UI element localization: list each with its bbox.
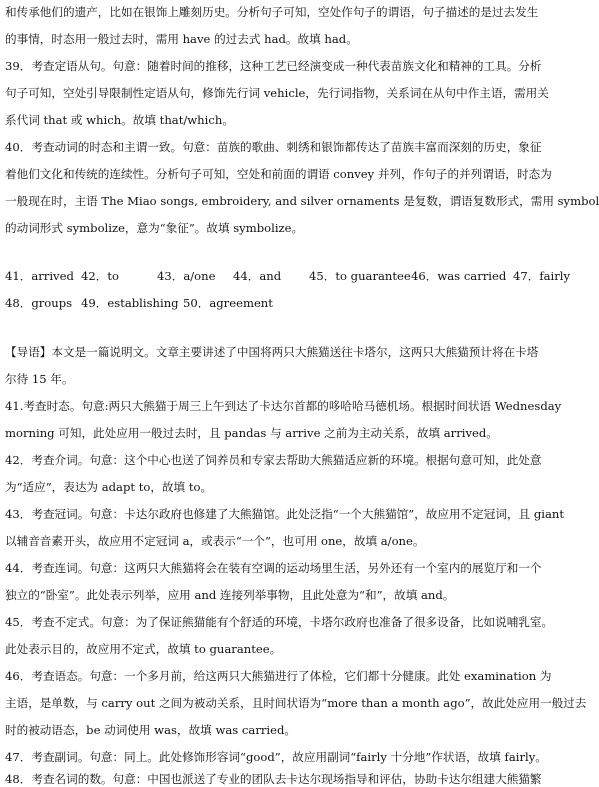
text-line: 一般现在时，主语 The Miao songs, embroidery, and silver ornaments 是复数，谓语复数形式，需用 symbol [5, 194, 599, 208]
text-line: 41.考查时态。句意:两只大熊猫于周三上午到达了卡达尔首都的哆哈哈马德机场。根据时间状语 Wednesday [5, 399, 562, 413]
text-line: 主语，是单数，与 carry out 之间为被动关系，且时间状语为“more than a month ago”，故此处应用一般过去 [5, 696, 587, 710]
text-line: 39．考查定语从句。句意：随着时间的推移，这种工艺已经演变成一种代表苗族文化和精神的工具。分析 [5, 59, 542, 73]
text-line: 的动词形式 symbolize，意为“象征”。故填 symbolize。 [5, 221, 304, 235]
answer-item: 48．groups [5, 296, 73, 310]
answer-item: 45．to guarantee [309, 269, 411, 283]
text-line: 时的被动语态，be 动词使用 was，故填 was carried。 [5, 723, 296, 737]
answer-item: 43．a/one [157, 269, 216, 283]
text-line: 尔待 15 年。 [5, 372, 74, 386]
answer-item: 41．arrived [5, 269, 74, 283]
answer-row [5, 295, 285, 311]
text-line: 48．考查名词的数。句意：中国也派送了专业的团队去卡达尔现场指导和评估，协助卡达尔组建大熊猫繁 [5, 772, 542, 786]
answer-item: 44．and [233, 269, 282, 283]
answer-item: 47．fairly [513, 269, 571, 283]
text-line: 45．考查不定式。句意：为了保证熊猫能有个舒适的环境，卡塔尔政府也准备了很多设备，比如说哺乳室。 [5, 615, 554, 629]
answer-item: 50．agreement [183, 296, 273, 310]
answer-item: 46．was carried [411, 269, 507, 283]
answer-item: 42．to [81, 269, 119, 283]
text-line: 句子可知，空处引导限制性定语从句，修饰先行词 vehicle，先行词指物，关系词在从句中作主语，需用关 [5, 86, 549, 100]
text-line: 43．考查冠词。句意：卡达尔政府也修建了大熊猫馆。此处泛指“一个大熊猫馆”，故应用不定冠词，且 giant [5, 507, 564, 521]
text-line: 为“适应”，表达为 adapt to，故填 to。 [5, 480, 213, 494]
text-line: 42．考查介词。句意：这个中心也送了饲养员和专家去帮助大熊猫适应新的环境。根据句意可知，此处意 [5, 453, 542, 467]
text-line: 的事情，时态用一般过去时，需用 have 的过去式 had。故填 had。 [5, 32, 358, 46]
text-line: 独立的“卧室”。此处表示列举，应用 and 连接列举事物，且此处意为“和”，故填 and。 [5, 588, 455, 602]
text-line: 着他们文化和传统的连续性。分析句子可知，空处和前面的谓语 convey 并列，作句子的并列谓语，时态为 [5, 167, 552, 181]
text-line: 和传承他们的遗产，比如在银饰上雕刻历史。分析句子可知，空处作句子的谓语，句子描述的是过去发生 [5, 5, 539, 19]
text-line: 40．考查动词的时态和主谓一致。句意：苗族的歌曲、刺绣和银饰都传达了苗族丰富而深刻的历史，象征 [5, 140, 542, 154]
answer-item: 49．establishing [81, 296, 179, 310]
text-line: morning 可知，此处应用一般过去时，且 pandas 与 arrive 之前为主动关系，故填 arrived。 [5, 426, 498, 440]
guide-line: 【导语】本文是一篇说明文。文章主要讲述了中国将两只大熊猫送往卡塔尔，这两只大熊猫预计将在卡塔 [5, 345, 539, 359]
answer-row [5, 268, 589, 284]
text-line: 46．考查语态。句意：一个多月前，给这两只大熊猫进行了体检，它们都十分健康。此处 examination 为 [5, 669, 552, 683]
text-line: 44．考查连词。句意：这两只大熊猫将会在装有空调的运动场里生活，另外还有一个室内的展览厅和一个 [5, 561, 542, 575]
text-line: 系代词 that 或 which。故填 that/which。 [5, 113, 234, 127]
text-line: 以辅音音素开头，故应用不定冠词 a，或表示“一个”，也可用 one，故填 a/one。 [5, 534, 425, 548]
text-line: 47．考查副词。句意：同上。此处修饰形容词“good”，故应用副词“fairly 十分地”作状语，故填 fairly。 [5, 750, 547, 764]
text-line: 此处表示目的，故应用不定式，故填 to guarantee。 [5, 642, 282, 656]
